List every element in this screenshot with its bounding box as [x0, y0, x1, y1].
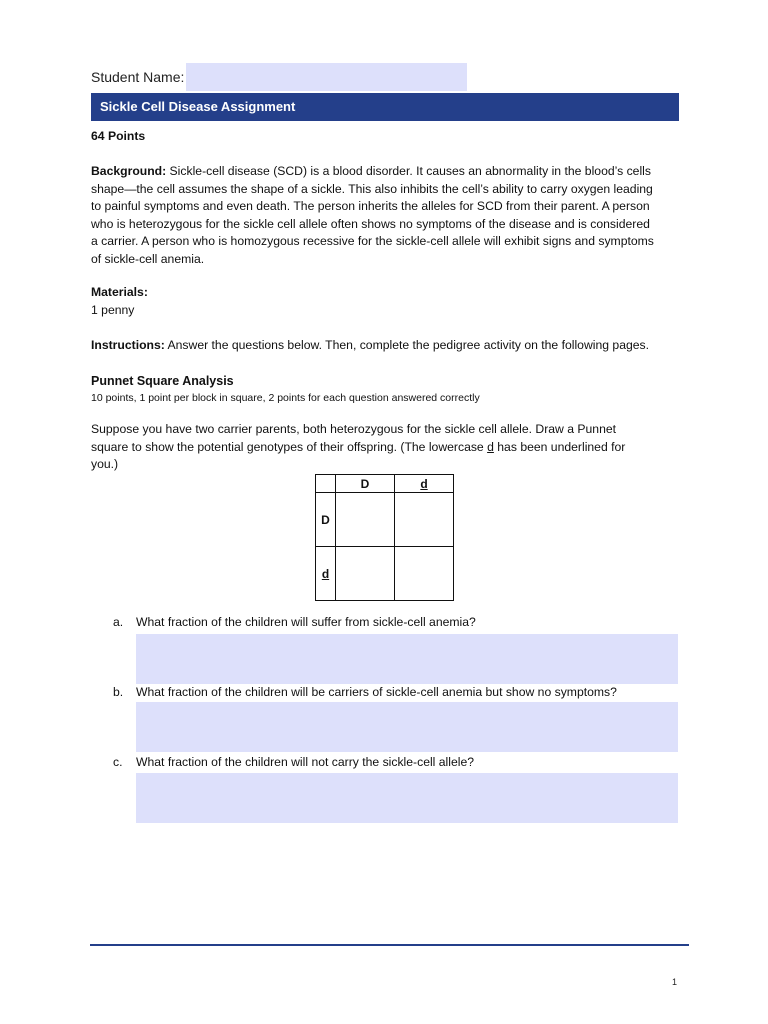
punnett-cell-top-right[interactable] [395, 493, 454, 547]
background-line-1-text: Sickle-cell disease (SCD) is a blood disorder. It causes an abnormality in the blood’s cells [166, 164, 651, 178]
prompt-line-1: Suppose you have two carrier parents, both heterozygous for the sickle cell allele. Draw a Punnet [91, 422, 617, 436]
materials-section [91, 284, 148, 319]
prompt-line-2 [91, 439, 691, 457]
instructions-line [91, 337, 691, 355]
points-label: 64 Points [91, 129, 146, 143]
student-name-field[interactable] [186, 63, 467, 91]
question-a-letter: a. [113, 615, 124, 629]
prompt-line-3: you.) [91, 457, 119, 471]
punnett-header-row [316, 475, 454, 493]
background-line-6: of sickle-cell anemia. [91, 251, 205, 266]
punnett-cell-bottom-right[interactable] [395, 547, 454, 601]
punnett-row-header-recessive: d [316, 547, 336, 601]
punnett-col-header-recessive: d [395, 475, 454, 493]
prompt-line-2-after: has been underlined for [493, 439, 626, 454]
instructions-text: Answer the questions below. Then, complete the pedigree activity on the following pages. [164, 338, 650, 352]
background-line-4: who is heterozygous for the sickle cell allele often shows no symptoms of the disease and is considered [91, 216, 650, 231]
punnett-section-title: Punnet Square Analysis [91, 374, 234, 388]
punnett-col-header-dominant: D [336, 475, 395, 493]
background-paragraph [91, 163, 691, 268]
punnett-prompt [91, 421, 691, 474]
page-number: 1 [672, 977, 678, 987]
background-line-2: shape—the cell assumes the shape of a sickle. This also inhibits the cell’s ability to carry oxygen leading [91, 181, 653, 196]
question-b-text: What fraction of the children will be carriers of sickle-cell anemia but show no symptoms? [136, 685, 617, 699]
punnett-cell-bottom-left[interactable] [336, 547, 395, 601]
student-name-label: Student Name: [91, 69, 185, 85]
footer-divider [90, 944, 689, 946]
punnett-square [315, 474, 454, 601]
question-b-letter: b. [113, 685, 124, 699]
question-a-answer-field[interactable] [136, 634, 678, 684]
instructions-label: Instructions: [91, 338, 165, 352]
prompt-underlined-d: d [487, 439, 494, 454]
punnett-cell-dd-top-left[interactable] [336, 493, 395, 547]
punnett-corner-cell [316, 475, 336, 493]
background-line-5: a carrier. A person who is homozygous recessive for the sickle-cell allele will exhibit signs and symptoms [91, 234, 654, 248]
punnett-row-header-dominant: D [316, 493, 336, 547]
prompt-line-2-before: square to show the potential genotypes of their offspring. (The lowercase [91, 439, 488, 454]
assignment-title-bar: Sickle Cell Disease Assignment [91, 93, 679, 121]
background-line-3: to painful symptoms and even death. The person inherits the alleles for SCD from their parent. A person [91, 199, 650, 213]
question-c-answer-field[interactable] [136, 773, 678, 823]
question-a-text: What fraction of the children will suffer from sickle-cell anemia? [136, 615, 476, 629]
materials-label: Materials: [91, 285, 148, 299]
student-name-row [91, 63, 467, 91]
background-label: Background: [91, 164, 167, 178]
punnett-scoring-note: 10 points, 1 point per block in square, 2 points for each question answered correctly [91, 392, 480, 404]
punnett-row-recessive [316, 547, 454, 601]
background-line-1 [91, 163, 691, 181]
punnett-row-dominant [316, 493, 454, 547]
question-c-letter: c. [113, 755, 123, 769]
materials-item: 1 penny [91, 302, 135, 317]
question-c-text: What fraction of the children will not carry the sickle-cell allele? [136, 755, 475, 769]
question-b-answer-field[interactable] [136, 702, 678, 752]
